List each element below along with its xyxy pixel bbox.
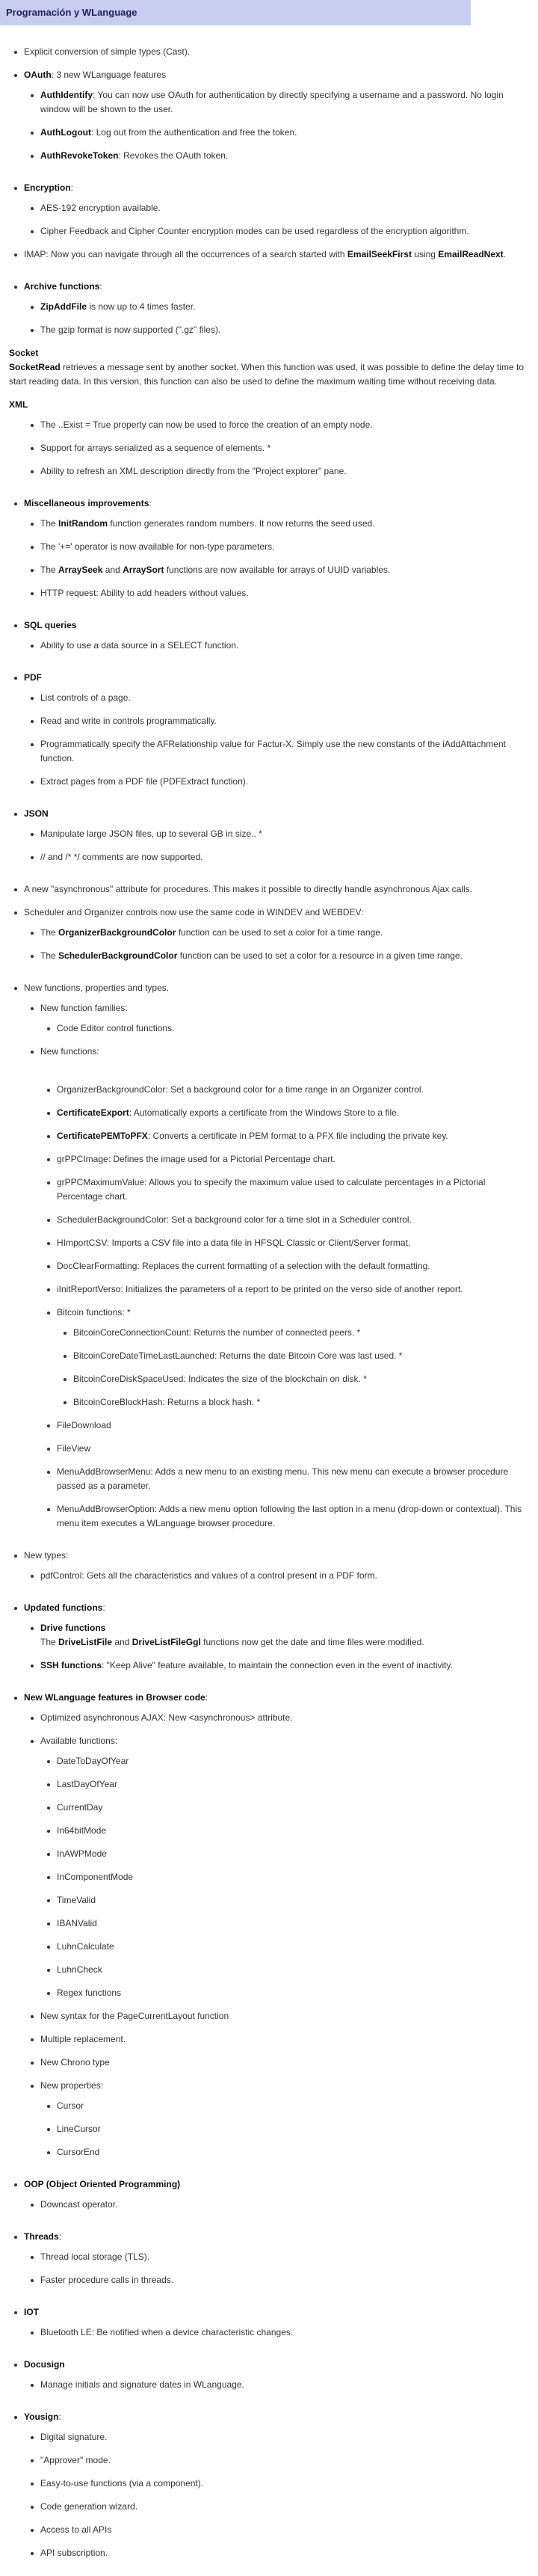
- list-item-json: [24, 807, 529, 864]
- list-item-authrevoke: [40, 149, 529, 163]
- threads-title: Threads: [24, 2231, 59, 2242]
- list-item-cipher: Cipher Feedback and Cipher Counter encryption modes can be used regardless of the encryption algorithm.: [40, 224, 529, 239]
- list-item-docclear: DocClearFormatting: Replaces the current formatting of a selection with the default formatting.: [57, 1259, 529, 1273]
- organizerbg-text: function can be used to set a color for a time range.: [176, 927, 383, 938]
- oauth-title: OAuth: [24, 70, 52, 80]
- zipaddfile-text: is now up to 4 times faster.: [87, 301, 196, 312]
- list-item-bitcoin: [57, 1306, 529, 1410]
- drivelistfileggl-name: DriveListFileGgl: [132, 1637, 201, 1647]
- arrayseek-text: functions are now available for arrays of UUID variables.: [164, 565, 391, 575]
- organizerbg-name: OrganizerBackgroundColor: [58, 927, 176, 938]
- list-item-browser-func: CurrentDay: [57, 1801, 529, 1815]
- pdf-sublist: [24, 691, 529, 789]
- newtypes-sublist: [24, 1569, 529, 1583]
- socketread-name: SocketRead: [9, 362, 61, 372]
- families-sublist: [40, 1021, 529, 1036]
- list-item-xml-arrays: Support for arrays serialized as a sequence of elements. *: [40, 441, 529, 455]
- docusign-sublist: [24, 2378, 529, 2392]
- list-item-browser-func: LastDayOfYear: [57, 1777, 529, 1792]
- oauth-sublist: [24, 88, 529, 163]
- newprops-sublist: [40, 2099, 529, 2160]
- initrandom-name: InitRandom: [58, 518, 108, 529]
- feature-list: [9, 45, 529, 2560]
- list-item-himportcsv: HImportCSV: Imports a CSV file into a data file in HFSQL Classic or Client/Server format.: [57, 1236, 529, 1250]
- schedulerbg-text: function can be used to set a color for a resource in a given time range.: [177, 950, 463, 961]
- list-item-browser-func: InComponentMode: [57, 1870, 529, 1884]
- list-item-certpem: [57, 1129, 529, 1143]
- iot-sublist: [24, 2326, 529, 2340]
- list-item-docusign: [24, 2358, 529, 2392]
- arraysort-name: ArraySort: [123, 565, 164, 575]
- list-item-multireplace: Multiple replacement.: [40, 2032, 529, 2047]
- list-item-families: [40, 1001, 529, 1036]
- list-item-authidentify: [40, 88, 529, 117]
- list-item-json-comments: // and /* */ comments are now supported.: [40, 850, 529, 864]
- list-item-browser-func: LuhnCheck: [57, 1963, 529, 1977]
- authlogout-text: : Log out from the authentication and free the token.: [90, 127, 297, 138]
- list-item-property: LineCursor: [57, 2122, 529, 2136]
- drive-and: and: [112, 1637, 132, 1647]
- socket-title: Socket: [9, 348, 39, 358]
- ssh-text: : "Keep Alive" feature available, to maintain the connection even in the event of inactivity.: [102, 1660, 453, 1670]
- list-item-yousign-feature: Digital signature.: [40, 2430, 529, 2444]
- encryption-title: Encryption: [24, 182, 71, 193]
- list-item-http: HTTP request: Ability to add headers without values.: [40, 586, 529, 600]
- updated-sublist: [24, 1621, 529, 1673]
- iot-title: IOT: [24, 2307, 39, 2317]
- zipaddfile-name: ZipAddFile: [40, 301, 87, 312]
- newtypes-title: New types:: [24, 1550, 69, 1561]
- list-item-btc-blockhash: BitcoinCoreBlockHash: Returns a block hash. *: [73, 1395, 529, 1410]
- list-item-iinitreport: iInitReportVerso: Initializes the parameters of a report to be printed on the verso side of another report.: [57, 1282, 529, 1297]
- newfuncs-sublist: [24, 1001, 529, 1531]
- scheduler-text: Scheduler and Organizer controls now use the same code in WINDEV and WEBDEV:: [24, 907, 364, 917]
- list-item-downcast: Downcast operator.: [40, 2198, 529, 2212]
- list-item-pdf-afr: Programmatically specify the AFRelationship value for Factur-X. Simply use the new constants of the iAddAttachment function.: [40, 737, 529, 766]
- families-label: New function families:: [40, 1003, 128, 1013]
- list-item-pagecurrentlayout: New syntax for the PageCurrentLayout function: [40, 2009, 529, 2023]
- drive-pre: The: [40, 1637, 59, 1647]
- browser-title: New WLanguage features in Browser code: [24, 1692, 205, 1703]
- list-item-pdf-read: Read and write in controls programmatically.: [40, 714, 529, 728]
- list-item-property: Cursor: [57, 2099, 529, 2113]
- schedulerbg-name: SchedulerBackgroundColor: [58, 950, 178, 961]
- available-label: Available functions:: [40, 1736, 118, 1746]
- list-item-cast: Explicit conversion of simple types (Cast).: [24, 45, 529, 59]
- imap-pre: IMAP: Now you can navigate through all the occurrences of a search started with: [24, 249, 347, 259]
- schedulerbg-pre: The: [40, 950, 59, 961]
- list-item-bluetooth: Bluetooth LE: Be notified when a device characteristic changes.: [40, 2326, 529, 2340]
- updated-title: Updated functions: [24, 1602, 103, 1613]
- list-item-certexport: [57, 1106, 529, 1120]
- list-item-docusign-initials: Manage initials and signature dates in WLanguage.: [40, 2378, 529, 2392]
- available-sublist: [40, 1754, 529, 2000]
- list-item-pdf-extract: Extract pages from a PDF file (PDFExtract function).: [40, 775, 529, 789]
- list-item-menuaddbrowsermenu: MenuAddBrowserMenu: Adds a new menu to an existing menu. This new menu can execute a browser procedure passed as a parameter.: [57, 1465, 529, 1493]
- list-item-filedownload: FileDownload: [57, 1418, 529, 1433]
- list-item-yousign-feature: Code generation wizard.: [40, 2500, 529, 2514]
- json-sublist: [24, 827, 529, 864]
- sql-title: SQL queries: [24, 620, 77, 630]
- arrayseek-and: and: [102, 565, 123, 575]
- list-item-browser-func: In64bitMode: [57, 1824, 529, 1838]
- list-item-xml-exist: The ..Exist = True property can now be used to force the creation of an empty node.: [40, 418, 529, 432]
- oop-title: OOP (Object Oriented Programming): [24, 2179, 181, 2189]
- list-item-drive: [40, 1621, 529, 1650]
- yousign-title: Yousign: [24, 2411, 59, 2422]
- xml-section: [9, 398, 529, 479]
- misc-sublist: [24, 517, 529, 600]
- list-item-json-large: Manipulate large JSON files, up to several GB in size.. *: [40, 827, 529, 841]
- initrandom-text: function generates random numbers. It now returns the seed used.: [108, 518, 375, 529]
- list-item-yousign: [24, 2410, 529, 2560]
- list-item-browser-func: IBANValid: [57, 1916, 529, 1931]
- list-item-ssh: [40, 1659, 529, 1673]
- list-item-browser-func: InAWPMode: [57, 1847, 529, 1861]
- list-item-archive: [24, 280, 529, 337]
- certpem-text: : Converts a certificate in PEM format to a PFX file including the private key.: [147, 1131, 448, 1141]
- drive-text: functions now get the date and time files were modified.: [200, 1637, 424, 1647]
- authidentify-text: : You can now use OAuth for authentication by directly specifying a username and a password. No login window will be shown to the user.: [40, 90, 504, 114]
- yousign-sublist: [24, 2430, 529, 2560]
- list-item-available: [40, 1734, 529, 2000]
- list-item-pdf: [24, 671, 529, 789]
- list-item-btc-connections: BitcoinCoreConnectionCount: Returns the number of connected peers. *: [73, 1326, 529, 1340]
- organizerbg-pre: The: [40, 927, 59, 938]
- json-title: JSON: [24, 808, 49, 819]
- list-item-arrayseek: [40, 563, 529, 577]
- socket-section: [9, 346, 529, 389]
- list-item-initrandom: [40, 517, 529, 531]
- list-item-menuaddbrowseroption: MenuAddBrowserOption: Adds a new menu option following the last option in a menu (drop-down or contextual). This menu item executes a WLanguage browser procedure.: [57, 1502, 529, 1531]
- imap-emailseekfirst: EmailSeekFirst: [347, 249, 412, 259]
- list-item-yousign-feature: API subscription.: [40, 2546, 529, 2560]
- yousign-colon: :: [58, 2411, 61, 2422]
- list-item-btc-diskspace: BitcoinCoreDiskSpaceUsed: Indicates the size of the blockchain on disk. *: [73, 1372, 529, 1386]
- arrayseek-pre: The: [40, 565, 59, 575]
- list-item-organizer: OrganizerBackgroundColor: Set a background color for a time range in an Organizer control.: [57, 1083, 529, 1097]
- arrayseek-name: ArraySeek: [58, 565, 103, 575]
- imap-post: .: [503, 249, 507, 259]
- list-item-aes: AES-192 encryption available.: [40, 201, 529, 215]
- authrevoke-text: : Revokes the OAuth token.: [118, 150, 229, 161]
- list-item-operator: The '+=' operator is now available for non-type parameters.: [40, 540, 529, 554]
- list-item-async: A new "asynchronous" attribute for procedures. This makes it possible to directly handle asynchronous Ajax calls.: [24, 882, 529, 897]
- imap-mid: using: [411, 249, 439, 259]
- browser-colon: :: [205, 1692, 208, 1703]
- list-item-sql: [24, 618, 529, 653]
- oop-sublist: [24, 2198, 529, 2212]
- list-item-newfuncs: [24, 981, 529, 1531]
- authrevoke-name: AuthRevokeToken: [40, 150, 119, 161]
- list-item-yousign-feature: Easy-to-use functions (via a component).: [40, 2477, 529, 2491]
- ssh-name: SSH functions: [40, 1660, 102, 1670]
- bitcoin-sublist: [57, 1326, 529, 1410]
- scheduler-sublist: [24, 926, 529, 963]
- threads-sublist: [24, 2250, 529, 2287]
- authidentify-name: AuthIdentify: [40, 90, 93, 100]
- list-item-oauth: [24, 68, 529, 163]
- newfunctions-sublist: [40, 1083, 529, 1531]
- list-item-sql-source: Ability to use a data source in a SELECT function.: [40, 639, 529, 653]
- docusign-title: Docusign: [24, 2359, 65, 2370]
- initrandom-pre: The: [40, 518, 59, 529]
- list-item-encryption: [24, 181, 529, 239]
- list-item-organizerbg: [40, 926, 529, 940]
- xml-sublist: [9, 418, 529, 479]
- list-item-oop: [24, 2177, 529, 2212]
- list-item-browser: [24, 1691, 529, 2160]
- browser-sublist: [24, 1711, 529, 2160]
- archive-sublist: [24, 300, 529, 337]
- list-item-grppcimage: grPPCImage: Defines the image used for a Pictorial Percentage chart.: [57, 1152, 529, 1166]
- list-item-gzip: The gzip format is now supported (".gz" files).: [40, 323, 529, 337]
- drive-title: Drive functions: [40, 1623, 106, 1633]
- list-item-pdf-list: List controls of a page.: [40, 691, 529, 705]
- list-item-pdfcontrol: pdfControl: Gets all the characteristics and values of a control present in a PDF form.: [40, 1569, 529, 1583]
- list-item-newprops: [40, 2079, 529, 2160]
- encryption-colon: :: [70, 182, 74, 193]
- feature-list-container: [0, 25, 538, 2560]
- list-item-codeeditor: Code Editor control functions.: [57, 1021, 529, 1036]
- authlogout-name: AuthLogout: [40, 127, 91, 138]
- list-item-browser-func: Regex functions: [57, 1986, 529, 2000]
- list-item-browser-func: TimeValid: [57, 1893, 529, 1908]
- list-item-fileview: FileView: [57, 1442, 529, 1456]
- list-item-misc: [24, 497, 529, 600]
- imap-emailreadnext: EmailReadNext: [438, 249, 504, 259]
- list-item-iot: [24, 2305, 529, 2340]
- archive-title: Archive functions: [24, 281, 100, 292]
- pdf-title: PDF: [24, 672, 42, 683]
- list-item-grppcmax: grPPCMaximumValue: Allows you to specify the maximum value used to calculate percentages in a Pictorial Percentage chart.: [57, 1175, 529, 1204]
- sql-sublist: [24, 639, 529, 653]
- socketread-text: retrieves a message sent by another socket. When this function was used, it was possible to define the delay time to start reading data. In this version, this function can also be used to define the maximum waiting time without receiving data.: [9, 362, 525, 387]
- list-item-updated: [24, 1601, 529, 1673]
- list-item-browser-func: DateToDayOfYear: [57, 1754, 529, 1768]
- newprops-label: New properties:: [40, 2080, 104, 2091]
- list-item-yousign-feature: "Approver" mode.: [40, 2453, 529, 2468]
- encryption-sublist: [24, 201, 529, 239]
- list-item-xml-refresh: Ability to refresh an XML description directly from the "Project explorer" pane.: [40, 464, 529, 479]
- certexport-text: : Automatically exports a certificate from the Windows Store to a file.: [129, 1107, 400, 1118]
- list-item-schedulerbgcolor: SchedulerBackgroundColor: Set a background color for a time slot in a Scheduler control.: [57, 1213, 529, 1227]
- list-item-authlogout: [40, 126, 529, 140]
- updated-colon: :: [102, 1602, 105, 1613]
- list-item-property: CursorEnd: [57, 2145, 529, 2160]
- list-item-imap: [24, 248, 529, 262]
- certexport-name: CertificateExport: [57, 1107, 129, 1118]
- list-item-tls: Thread local storage (TLS).: [40, 2250, 529, 2264]
- list-item-yousign-feature: Access to all APIs: [40, 2523, 529, 2537]
- list-item-newfunctions: [40, 1045, 529, 1531]
- drivelistfile-name: DriveListFile: [58, 1637, 113, 1647]
- list-item-threads: [24, 2230, 529, 2287]
- certpem-name: CertificatePEMToPFX: [57, 1131, 148, 1141]
- xml-title: XML: [9, 399, 28, 410]
- list-item-newtypes: [24, 1549, 529, 1583]
- list-item-ajax: Optimized asynchronous AJAX: New <asynchronous> attribute.: [40, 1711, 529, 1725]
- misc-colon: :: [149, 498, 152, 508]
- oauth-text: : 3 new WLanguage features: [51, 70, 167, 80]
- list-item-zipaddfile: [40, 300, 529, 314]
- page-title: Programación y WLanguage: [0, 0, 471, 25]
- bitcoin-label: Bitcoin functions: *: [57, 1307, 131, 1318]
- misc-title: Miscellaneous improvements: [24, 498, 149, 508]
- archive-colon: :: [99, 281, 102, 292]
- threads-colon: :: [58, 2231, 62, 2242]
- newfunctions-label: New functions:: [40, 1046, 99, 1057]
- list-item-faster-calls: Faster procedure calls in threads.: [40, 2273, 529, 2287]
- list-item-scheduler: [24, 906, 529, 963]
- list-item-chrono: New Chrono type: [40, 2056, 529, 2070]
- newfuncs-title: New functions, properties and types.: [24, 983, 170, 993]
- list-item-browser-func: LuhnCalculate: [57, 1940, 529, 1954]
- list-item-schedulerbg: [40, 949, 529, 963]
- list-item-btc-lastlaunched: BitcoinCoreDateTimeLastLaunched: Returns the date Bitcoin Core was last used. *: [73, 1349, 529, 1363]
